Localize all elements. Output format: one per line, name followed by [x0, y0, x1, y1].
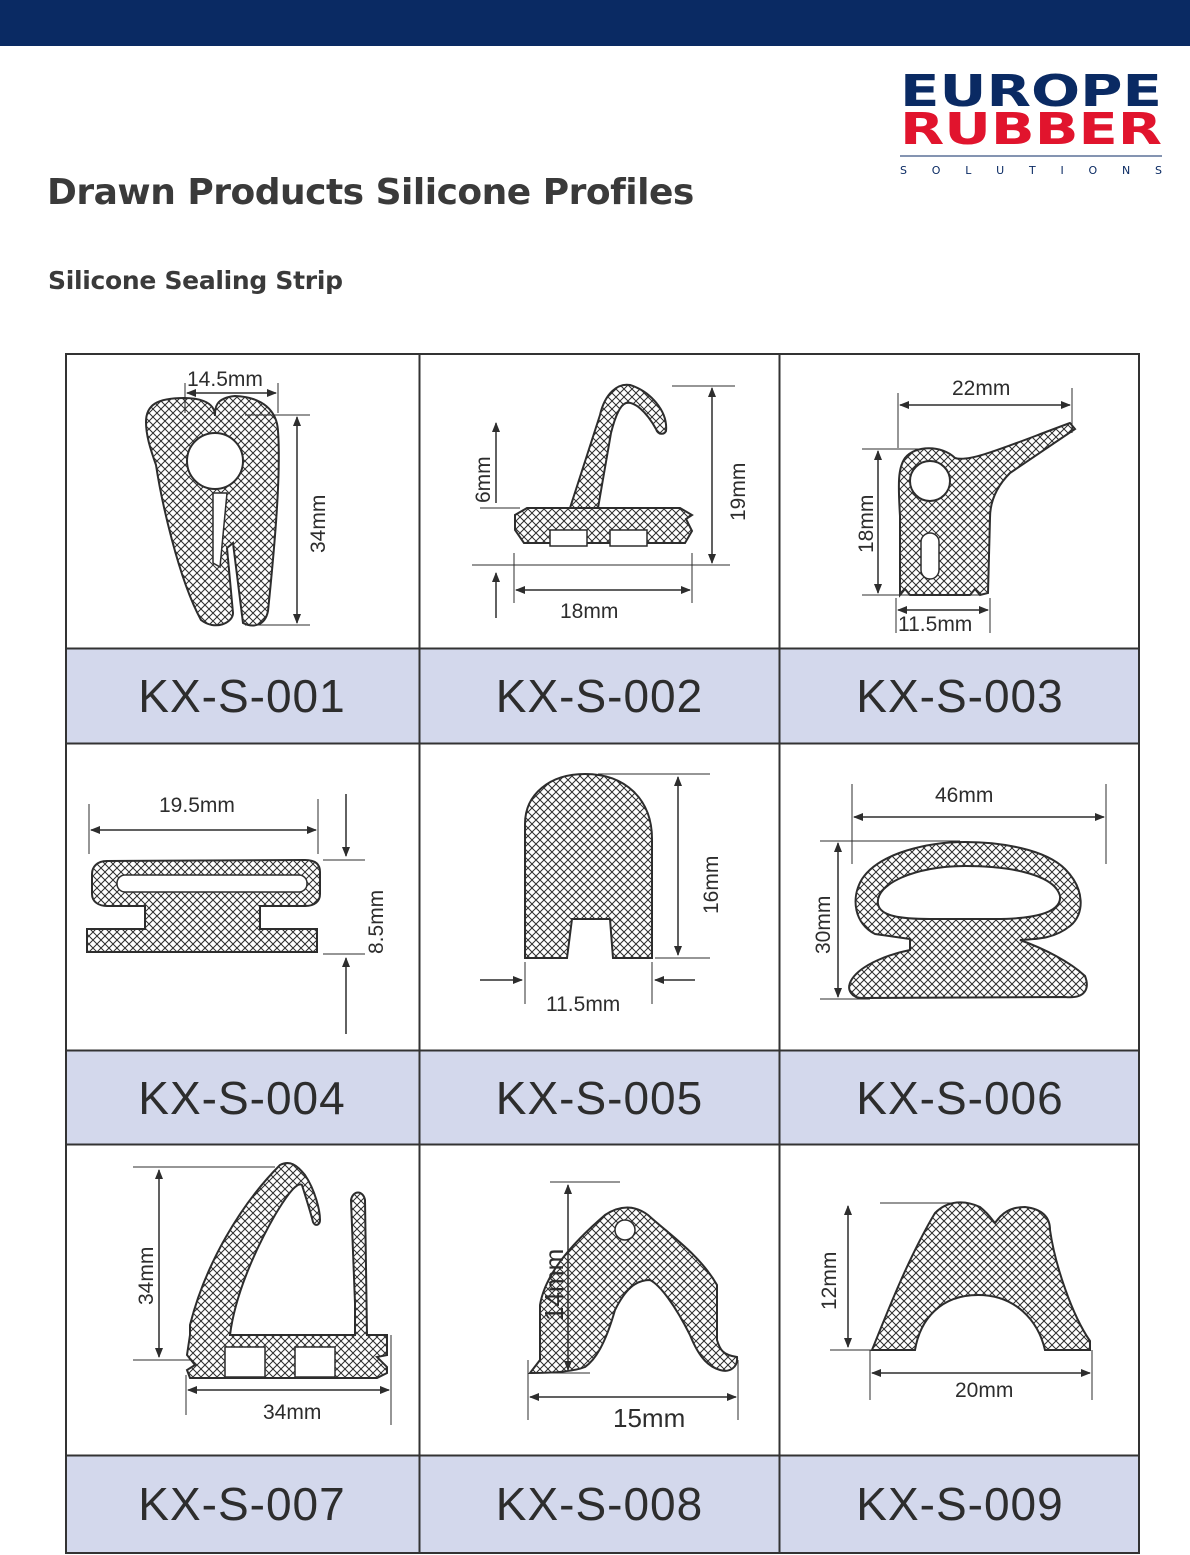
logo-line3: S O L U T I O N S: [900, 164, 1162, 177]
dim-label: 22mm: [952, 377, 1011, 400]
logo-line1: EUROPE: [900, 68, 1162, 117]
product-code: KX-S-001: [65, 649, 419, 743]
page-title: Drawn Products Silicone Profiles: [47, 172, 694, 213]
product-grid: [65, 353, 1140, 1554]
product-figure: [780, 744, 1140, 1050]
product-code: KX-S-007: [65, 1456, 419, 1552]
product-figure: [780, 1145, 1140, 1455]
dim-label: 30mm: [812, 895, 835, 954]
product-figure: [420, 744, 779, 1050]
dim-label: 34mm: [263, 1401, 322, 1424]
header-bar: [0, 0, 1190, 46]
dim-label: 15mm: [613, 1403, 686, 1433]
dim-label: 34mm: [307, 494, 330, 553]
dim-label: 18mm: [855, 494, 878, 553]
product-figure: [420, 1145, 779, 1455]
europe-rubber-logo: [896, 68, 1168, 180]
product-code: KX-S-005: [420, 1051, 779, 1144]
dim-label: 46mm: [935, 784, 994, 807]
product-code: KX-S-004: [65, 1051, 419, 1144]
dim-label: 11.5mm: [898, 613, 973, 636]
product-figure: [65, 1145, 419, 1455]
dim-label: 19.5mm: [159, 794, 235, 817]
dim-label: 14mm: [539, 1248, 569, 1321]
page-subtitle: Silicone Sealing Strip: [48, 266, 343, 295]
product-figure: [65, 744, 419, 1050]
product-code: KX-S-002: [420, 649, 779, 743]
dim-label: 11.5mm: [546, 993, 621, 1016]
dim-label: 19mm: [727, 462, 750, 521]
dim-label: 20mm: [955, 1379, 1014, 1402]
product-figure: [780, 353, 1140, 648]
dim-label: 16mm: [700, 855, 723, 914]
dim-label: 6mm: [472, 456, 495, 503]
product-code: KX-S-006: [780, 1051, 1140, 1144]
dim-label: 18mm: [560, 600, 619, 623]
dim-label: 34mm: [135, 1246, 158, 1305]
product-figure: [420, 353, 779, 648]
product-code: KX-S-008: [420, 1456, 779, 1552]
product-figure: [65, 353, 419, 648]
dim-label: 14.5mm: [187, 368, 263, 391]
logo-line2: RUBBER: [900, 104, 1162, 155]
product-code: KX-S-009: [780, 1456, 1140, 1552]
product-code: KX-S-003: [780, 649, 1140, 743]
dim-label: 8.5mm: [365, 889, 388, 954]
dim-label: 12mm: [818, 1251, 841, 1310]
